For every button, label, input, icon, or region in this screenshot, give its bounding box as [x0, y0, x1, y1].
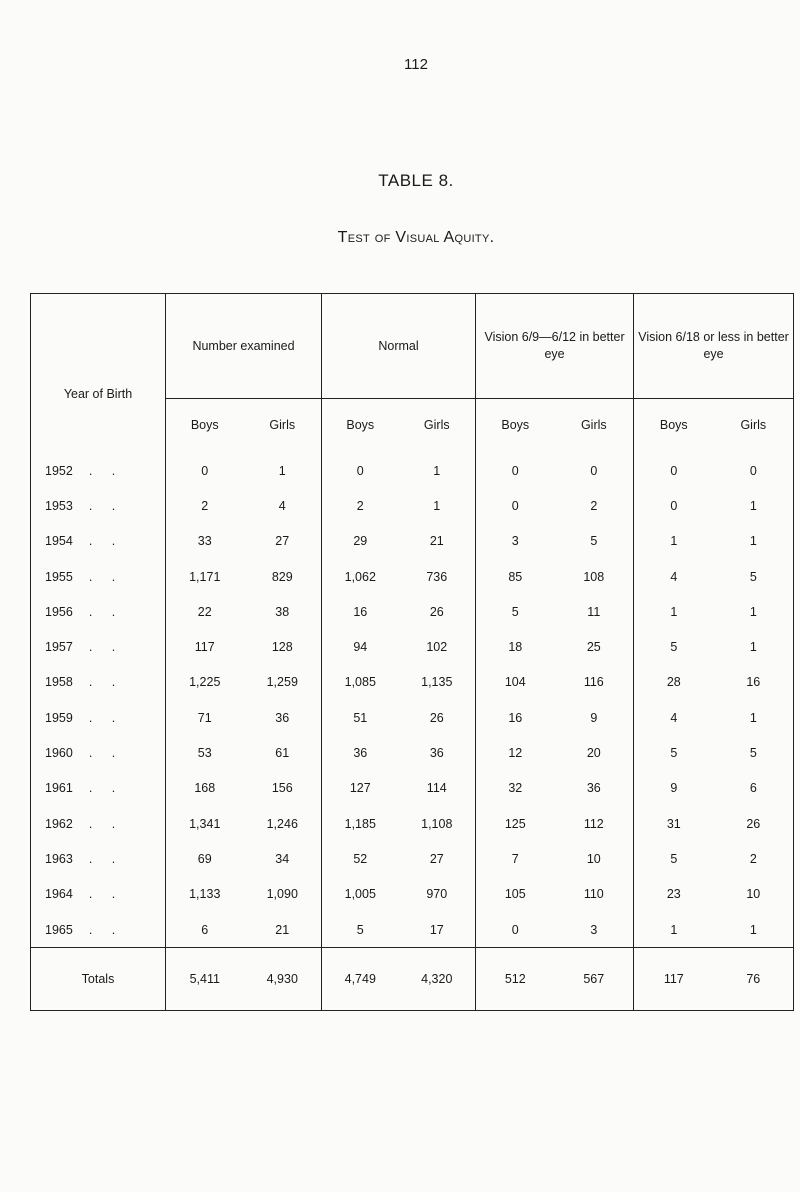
value-cell: 94 [322, 629, 399, 664]
value-cell: 1 [433, 498, 441, 513]
value-cell: 5 [714, 559, 794, 594]
value-cell: 0 [166, 451, 244, 488]
value-cell: 27 [275, 534, 290, 549]
value-cell: 2 [714, 841, 794, 876]
totals-row [31, 948, 794, 1011]
value-cell: 5 [590, 534, 598, 549]
value-cell: 2 [322, 488, 399, 523]
table-row [31, 524, 794, 559]
value-cell: 4 [634, 700, 714, 735]
totals-cell: 5,411 [166, 948, 244, 1011]
value-cell: 1 [634, 912, 714, 948]
visual-acuity-table [30, 293, 794, 1011]
totals-cell: 4,930 [244, 948, 322, 1011]
value-cell: 1 [714, 524, 794, 559]
value-cell: 110 [583, 887, 604, 902]
value-cell: 1 [714, 700, 794, 735]
value-cell: 16 [714, 665, 794, 700]
subheader-boys: Boys [166, 399, 244, 452]
value-cell: 34 [275, 851, 290, 866]
value-cell: 5 [476, 594, 555, 629]
subheader-girls: Girls [244, 399, 322, 452]
value-cell: 2 [590, 498, 598, 513]
value-cell: 26 [714, 806, 794, 841]
value-cell: 36 [275, 710, 290, 725]
value-cell: 10 [586, 851, 601, 866]
year-cell: 1959 . . [31, 700, 166, 735]
value-cell: 1,185 [322, 806, 399, 841]
value-cell: 36 [322, 735, 399, 770]
value-cell: 1,108 [421, 816, 453, 831]
value-cell: 52 [322, 841, 399, 876]
year-cell: 1957 . . [31, 629, 166, 664]
value-cell: 27 [429, 851, 444, 866]
value-cell: 1,062 [322, 559, 399, 594]
page-number: 112 [404, 56, 428, 73]
value-cell: 1,246 [266, 816, 298, 831]
value-cell: 0 [634, 488, 714, 523]
value-cell: 117 [166, 629, 244, 664]
value-cell: 1 [634, 594, 714, 629]
table-row [31, 771, 794, 806]
table-row [31, 841, 794, 876]
value-cell: 108 [583, 569, 605, 584]
value-cell: 104 [476, 665, 555, 700]
value-cell: 829 [271, 569, 293, 584]
year-cell: 1958 . . [31, 665, 166, 700]
value-cell: 112 [583, 816, 604, 831]
value-cell: 28 [634, 665, 714, 700]
value-cell: 6 [166, 912, 244, 948]
year-cell: 1955 . . [31, 559, 166, 594]
subheader-girls: Girls [399, 399, 476, 452]
value-cell: 18 [476, 629, 555, 664]
table-row [31, 488, 794, 523]
year-cell: 1956 . . [31, 594, 166, 629]
subheader-girls: Girls [555, 399, 634, 452]
value-cell: 102 [426, 640, 448, 655]
year-cell: 1961 . . [31, 771, 166, 806]
subheader-boys: Boys [634, 399, 714, 452]
year-cell: 1963 . . [31, 841, 166, 876]
value-cell: 4 [634, 559, 714, 594]
year-cell: 1964 . . [31, 877, 166, 912]
value-cell: 23 [634, 877, 714, 912]
totals-cell: 567 [555, 948, 634, 1011]
table-row [31, 559, 794, 594]
value-cell: 29 [322, 524, 399, 559]
value-cell: 0 [590, 463, 598, 478]
year-cell: 1952 . . [31, 451, 166, 488]
value-cell: 5 [322, 912, 399, 948]
table-row [31, 877, 794, 912]
value-cell: 69 [166, 841, 244, 876]
value-cell: 33 [166, 524, 244, 559]
value-cell: 1,090 [266, 887, 298, 902]
value-cell: 1,259 [266, 675, 298, 690]
value-cell: 61 [275, 746, 290, 761]
table-row [31, 451, 794, 488]
value-cell: 38 [275, 604, 290, 619]
table-row [31, 594, 794, 629]
table-row [31, 700, 794, 735]
value-cell: 32 [476, 771, 555, 806]
value-cell: 116 [583, 675, 604, 690]
value-cell: 168 [166, 771, 244, 806]
value-cell: 3 [476, 524, 555, 559]
value-cell: 127 [322, 771, 399, 806]
value-cell: 970 [426, 887, 448, 902]
value-cell: 6 [714, 771, 794, 806]
value-cell: 114 [426, 781, 447, 796]
value-cell: 1 [433, 463, 441, 478]
value-cell: 1 [634, 524, 714, 559]
value-cell: 1 [714, 594, 794, 629]
value-cell: 7 [476, 841, 555, 876]
value-cell: 1 [714, 912, 794, 948]
value-cell: 53 [166, 735, 244, 770]
header-number-examined: Number examined [166, 294, 322, 399]
header-year-of-birth: Year of Birth [31, 294, 166, 452]
value-cell: 36 [586, 781, 601, 796]
totals-cell: 4,749 [322, 948, 399, 1011]
value-cell: 1,225 [166, 665, 244, 700]
value-cell: 9 [590, 710, 598, 725]
table-row [31, 665, 794, 700]
table-title: TABLE 8. [378, 171, 454, 190]
year-cell: 1962 . . [31, 806, 166, 841]
value-cell: 5 [634, 735, 714, 770]
year-cell: 1960 . . [31, 735, 166, 770]
value-cell: 0 [634, 451, 714, 488]
year-cell: 1954 . . [31, 524, 166, 559]
value-cell: 0 [476, 451, 555, 488]
value-cell: 25 [586, 640, 601, 655]
value-cell: 9 [634, 771, 714, 806]
value-cell: 0 [476, 488, 555, 523]
value-cell: 21 [429, 534, 444, 549]
value-cell: 2 [166, 488, 244, 523]
value-cell: 105 [476, 877, 555, 912]
value-cell: 16 [476, 700, 555, 735]
header-vision-6-9-6-12: Vision 6/9—6/12 in better eye [476, 294, 634, 399]
table-row [31, 912, 794, 948]
value-cell: 1 [278, 463, 286, 478]
value-cell: 20 [586, 746, 601, 761]
value-cell: 85 [476, 559, 555, 594]
value-cell: 0 [322, 451, 399, 488]
value-cell: 0 [476, 912, 555, 948]
value-cell: 5 [714, 735, 794, 770]
table-subtitle: Test of Visual Aquity. [337, 229, 495, 246]
value-cell: 1 [714, 488, 794, 523]
value-cell: 736 [426, 569, 448, 584]
totals-cell: 512 [476, 948, 555, 1011]
value-cell: 156 [271, 781, 293, 796]
value-cell: 26 [429, 710, 444, 725]
value-cell: 17 [429, 922, 444, 937]
table-row [31, 629, 794, 664]
value-cell: 0 [714, 451, 794, 488]
value-cell: 1,133 [166, 877, 244, 912]
value-cell: 3 [590, 922, 598, 937]
table-row [31, 735, 794, 770]
value-cell: 5 [634, 841, 714, 876]
value-cell: 4 [278, 498, 286, 513]
totals-cell: 4,320 [399, 948, 476, 1011]
table-body [31, 451, 794, 948]
value-cell: 31 [634, 806, 714, 841]
value-cell: 10 [714, 877, 794, 912]
totals-label: Totals [31, 948, 166, 1011]
value-cell: 36 [429, 746, 444, 761]
subheader-girls: Girls [714, 399, 794, 452]
value-cell: 1,135 [421, 675, 453, 690]
value-cell: 26 [429, 604, 444, 619]
subheader-boys: Boys [476, 399, 555, 452]
totals-cell: 76 [714, 948, 794, 1011]
value-cell: 1,341 [166, 806, 244, 841]
value-cell: 1,085 [322, 665, 399, 700]
totals-cell: 117 [634, 948, 714, 1011]
value-cell: 12 [476, 735, 555, 770]
year-cell: 1953 . . [31, 488, 166, 523]
header-normal: Normal [322, 294, 476, 399]
value-cell: 1,171 [166, 559, 244, 594]
value-cell: 1 [714, 629, 794, 664]
table-row [31, 806, 794, 841]
value-cell: 1,005 [322, 877, 399, 912]
value-cell: 128 [271, 640, 293, 655]
value-cell: 16 [322, 594, 399, 629]
value-cell: 11 [587, 604, 601, 619]
header-vision-6-18-or-less: Vision 6/18 or less in better eye [634, 294, 794, 399]
value-cell: 22 [166, 594, 244, 629]
value-cell: 71 [166, 700, 244, 735]
subheader-boys: Boys [322, 399, 399, 452]
value-cell: 5 [634, 629, 714, 664]
year-cell: 1965 . . [31, 912, 166, 948]
value-cell: 51 [322, 700, 399, 735]
value-cell: 21 [275, 922, 290, 937]
value-cell: 125 [476, 806, 555, 841]
